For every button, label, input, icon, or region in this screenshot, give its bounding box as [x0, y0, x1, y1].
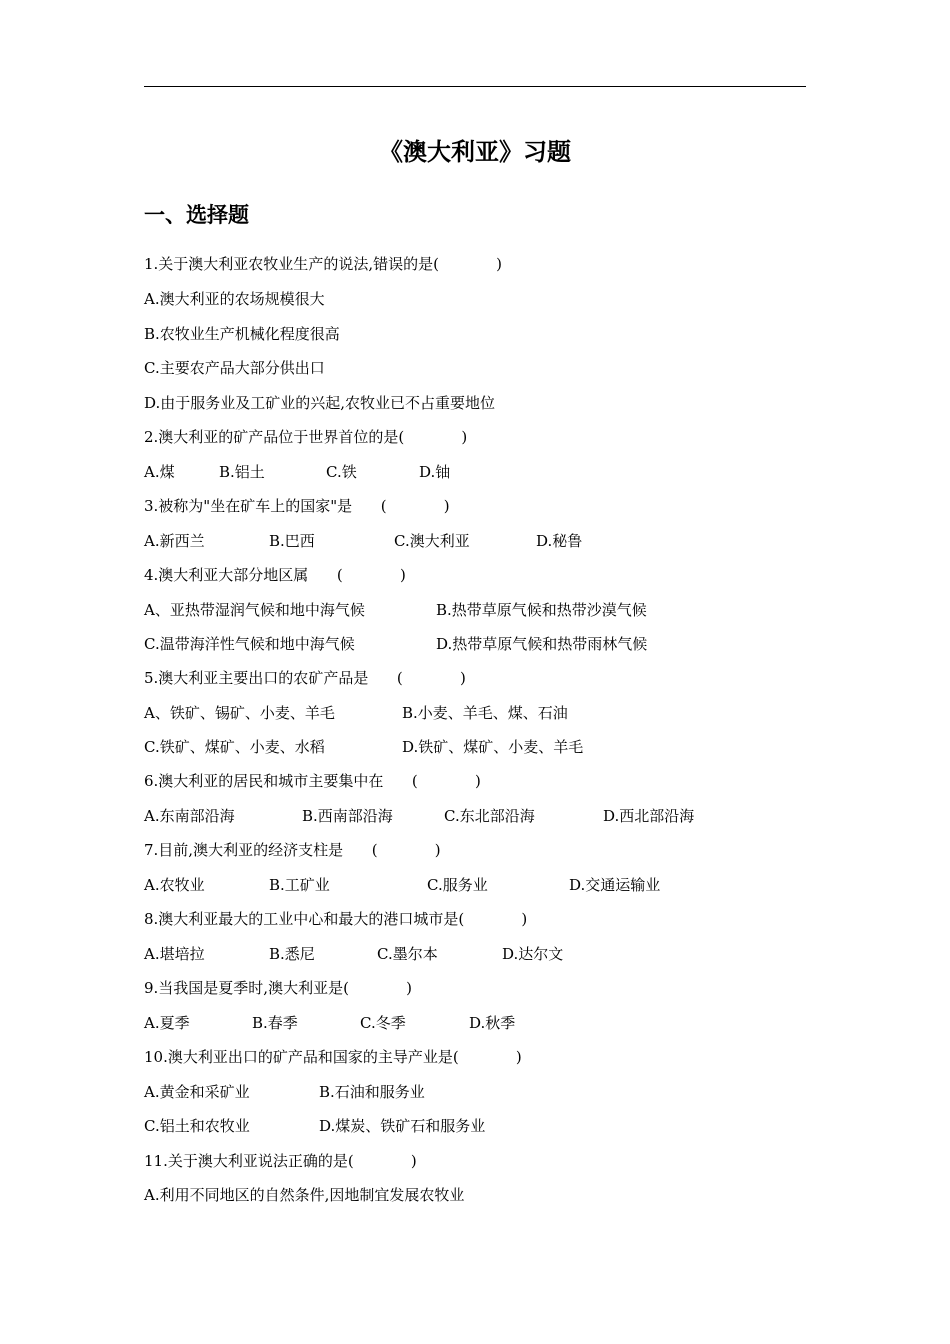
answer-option: C.冬季 [360, 1014, 406, 1032]
header-rule [144, 86, 806, 87]
question-stem: 6.澳大利亚的居民和城市主要集中在 ( ) [144, 772, 481, 790]
answer-option: C.墨尔本 [377, 945, 438, 963]
answer-option: C.铁 [326, 463, 357, 481]
answer-option: A.堪培拉 [144, 945, 205, 963]
question-stem: 9.当我国是夏季时,澳大利亚是( ) [144, 979, 413, 997]
answer-option: A.新西兰 [144, 532, 205, 550]
answer-option: D.铀 [419, 463, 451, 481]
question-stem: 11.关于澳大利亚说法正确的是( ) [144, 1152, 417, 1170]
answer-option: C.温带海洋性气候和地中海气候 [144, 635, 355, 653]
answer-option: A.澳大利亚的农场规模很大 [144, 290, 325, 308]
section-heading: 一、选择题 [144, 203, 249, 227]
answer-option: B.春季 [252, 1014, 298, 1032]
answer-option: A.东南部沿海 [144, 807, 235, 825]
answer-option: B.石油和服务业 [319, 1083, 425, 1101]
question-stem: 3.被称为"坐在矿车上的国家"是 ( ) [144, 497, 450, 515]
question-stem: 5.澳大利亚主要出口的农矿产品是 ( ) [144, 669, 466, 687]
answer-option: A.农牧业 [144, 876, 205, 894]
answer-option: C.东北部沿海 [444, 807, 535, 825]
answer-option: B.铝土 [219, 463, 265, 481]
answer-option: C.铁矿、煤矿、小麦、水稻 [144, 738, 325, 756]
answer-option: A.夏季 [144, 1014, 190, 1032]
answer-option: B.热带草原气候和热带沙漠气候 [436, 601, 647, 619]
answer-option: B.西南部沿海 [302, 807, 393, 825]
answer-option: D.西北部沿海 [603, 807, 695, 825]
question-stem: 4.澳大利亚大部分地区属 ( ) [144, 566, 406, 584]
answer-option: D.热带草原气候和热带雨林气候 [436, 635, 648, 653]
answer-option: D.交通运输业 [569, 876, 661, 894]
question-stem: 8.澳大利亚最大的工业中心和最大的港口城市是( ) [144, 910, 528, 928]
answer-option: D.由于服务业及工矿业的兴起,农牧业已不占重要地位 [144, 394, 496, 412]
question-stem: 1.关于澳大利亚农牧业生产的说法,错误的是( ) [144, 255, 503, 273]
answer-option: C.澳大利亚 [394, 532, 470, 550]
answer-option: A、亚热带湿润气候和地中海气候 [144, 601, 365, 619]
answer-option: B.悉尼 [269, 945, 315, 963]
answer-option: D.达尔文 [502, 945, 564, 963]
answer-option: C.服务业 [427, 876, 488, 894]
answer-option: A.利用不同地区的自然条件,因地制宜发展农牧业 [144, 1186, 465, 1204]
answer-option: D.煤炭、铁矿石和服务业 [319, 1117, 486, 1135]
question-stem: 10.澳大利亚出口的矿产品和国家的主导产业是( ) [144, 1048, 522, 1066]
answer-option: D.铁矿、煤矿、小麦、羊毛 [402, 738, 584, 756]
answer-option: A、铁矿、锡矿、小麦、羊毛 [144, 704, 335, 722]
answer-option: B.农牧业生产机械化程度很高 [144, 325, 340, 343]
answer-option: D.秘鲁 [536, 532, 583, 550]
answer-option: C.主要农产品大部分供出口 [144, 359, 325, 377]
page-title: 《澳大利亚》习题 [379, 138, 571, 166]
question-stem: 2.澳大利亚的矿产品位于世界首位的是( ) [144, 428, 468, 446]
answer-option: D.秋季 [469, 1014, 516, 1032]
answer-option: C.铝土和农牧业 [144, 1117, 250, 1135]
answer-option: B.小麦、羊毛、煤、石油 [402, 704, 568, 722]
answer-option: B.巴西 [269, 532, 315, 550]
answer-option: A.黄金和采矿业 [144, 1083, 250, 1101]
question-stem: 7.目前,澳大利亚的经济支柱是 ( ) [144, 841, 441, 859]
answer-option: B.工矿业 [269, 876, 330, 894]
answer-option: A.煤 [144, 463, 175, 481]
